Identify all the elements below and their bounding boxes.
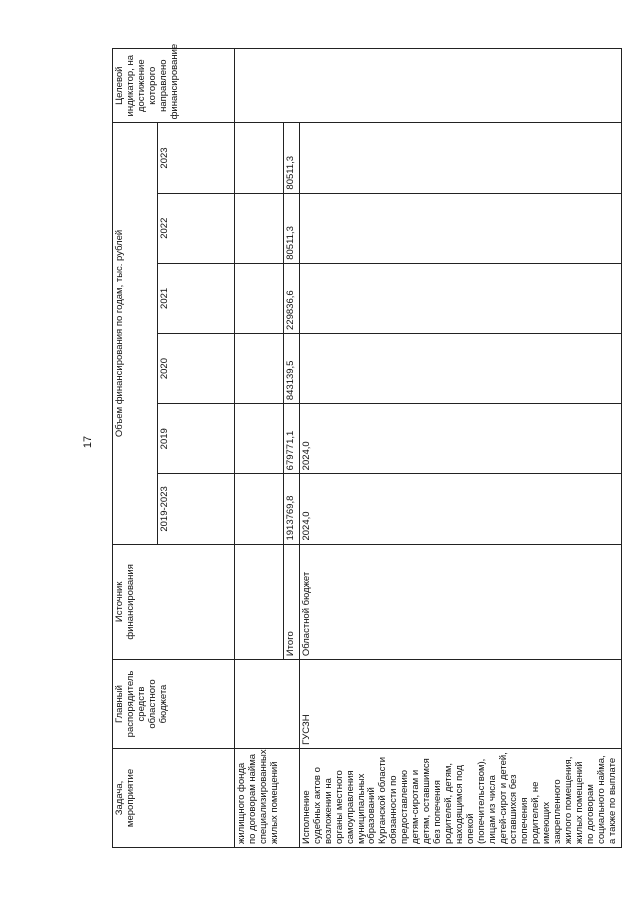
court-value-cell: 2024,0	[299, 474, 621, 544]
table-row	[235, 49, 284, 848]
empty-cell	[235, 404, 284, 474]
court-value-cell	[299, 333, 621, 403]
page-number: 17	[82, 435, 95, 449]
court-task-cell: Исполнение судебных актов о возложении на органы местного самоуправления муниципальных образований Курганской области обязанности по предоставлению детям-сиротам и детям, оставшимся без попечения родителей, детям, находящимся под опекой (попечительством), лицам из числа детей-сирот и детей, оставшихся без попечения родителей, не имеющих закрепленного жилого помещения, жилых помещений по договорам социального найма, а также по выплате	[299, 748, 621, 847]
empty-cell	[235, 660, 300, 749]
header-funding-group: Объем финансирования по годам, тыс. рублей	[113, 123, 158, 544]
empty-cell	[235, 123, 284, 193]
continuation-task-cell: жилищного фонда по договорам найма специализированных жилых помещений	[235, 748, 300, 847]
header-source: Источник финансирования	[113, 544, 235, 660]
header-task: Задача, мероприятие	[113, 748, 235, 847]
header-indicator: Целевой индикатор, на достижение которого направлено финансирование	[113, 49, 235, 123]
total-value-cell: 843139,5	[284, 333, 300, 403]
header-year: 2023	[158, 123, 235, 193]
total-value-cell: 229836,6	[284, 263, 300, 333]
court-source-cell: Областной бюджет	[299, 544, 621, 660]
total-value-cell: 80511,3	[284, 193, 300, 263]
header-year: 2020	[158, 333, 235, 403]
court-value-cell	[299, 263, 621, 333]
header-year: 2019	[158, 404, 235, 474]
empty-cell	[235, 333, 284, 403]
rotated-sheet	[112, 43, 618, 848]
funding-table	[112, 43, 622, 848]
empty-cell	[235, 193, 284, 263]
empty-cell	[235, 544, 284, 660]
empty-cell	[235, 263, 284, 333]
total-value-cell: 80511,3	[284, 123, 300, 193]
total-value-cell: 679771,1	[284, 404, 300, 474]
court-row	[299, 49, 621, 848]
header-year: 2019-2023	[158, 474, 235, 544]
court-value-cell: 2024,0	[299, 404, 621, 474]
header-year: 2021	[158, 263, 235, 333]
header-distributor: Главный распорядитель средств областного бюджета	[113, 660, 235, 749]
empty-cell	[235, 474, 284, 544]
empty-cell	[235, 49, 622, 123]
court-value-cell	[299, 123, 621, 193]
court-distributor-cell: ГУСЗН	[299, 660, 621, 749]
total-source-cell: Итого	[284, 544, 300, 660]
total-value-cell: 1913769,8	[284, 474, 300, 544]
court-value-cell	[299, 193, 621, 263]
header-year: 2022	[158, 193, 235, 263]
